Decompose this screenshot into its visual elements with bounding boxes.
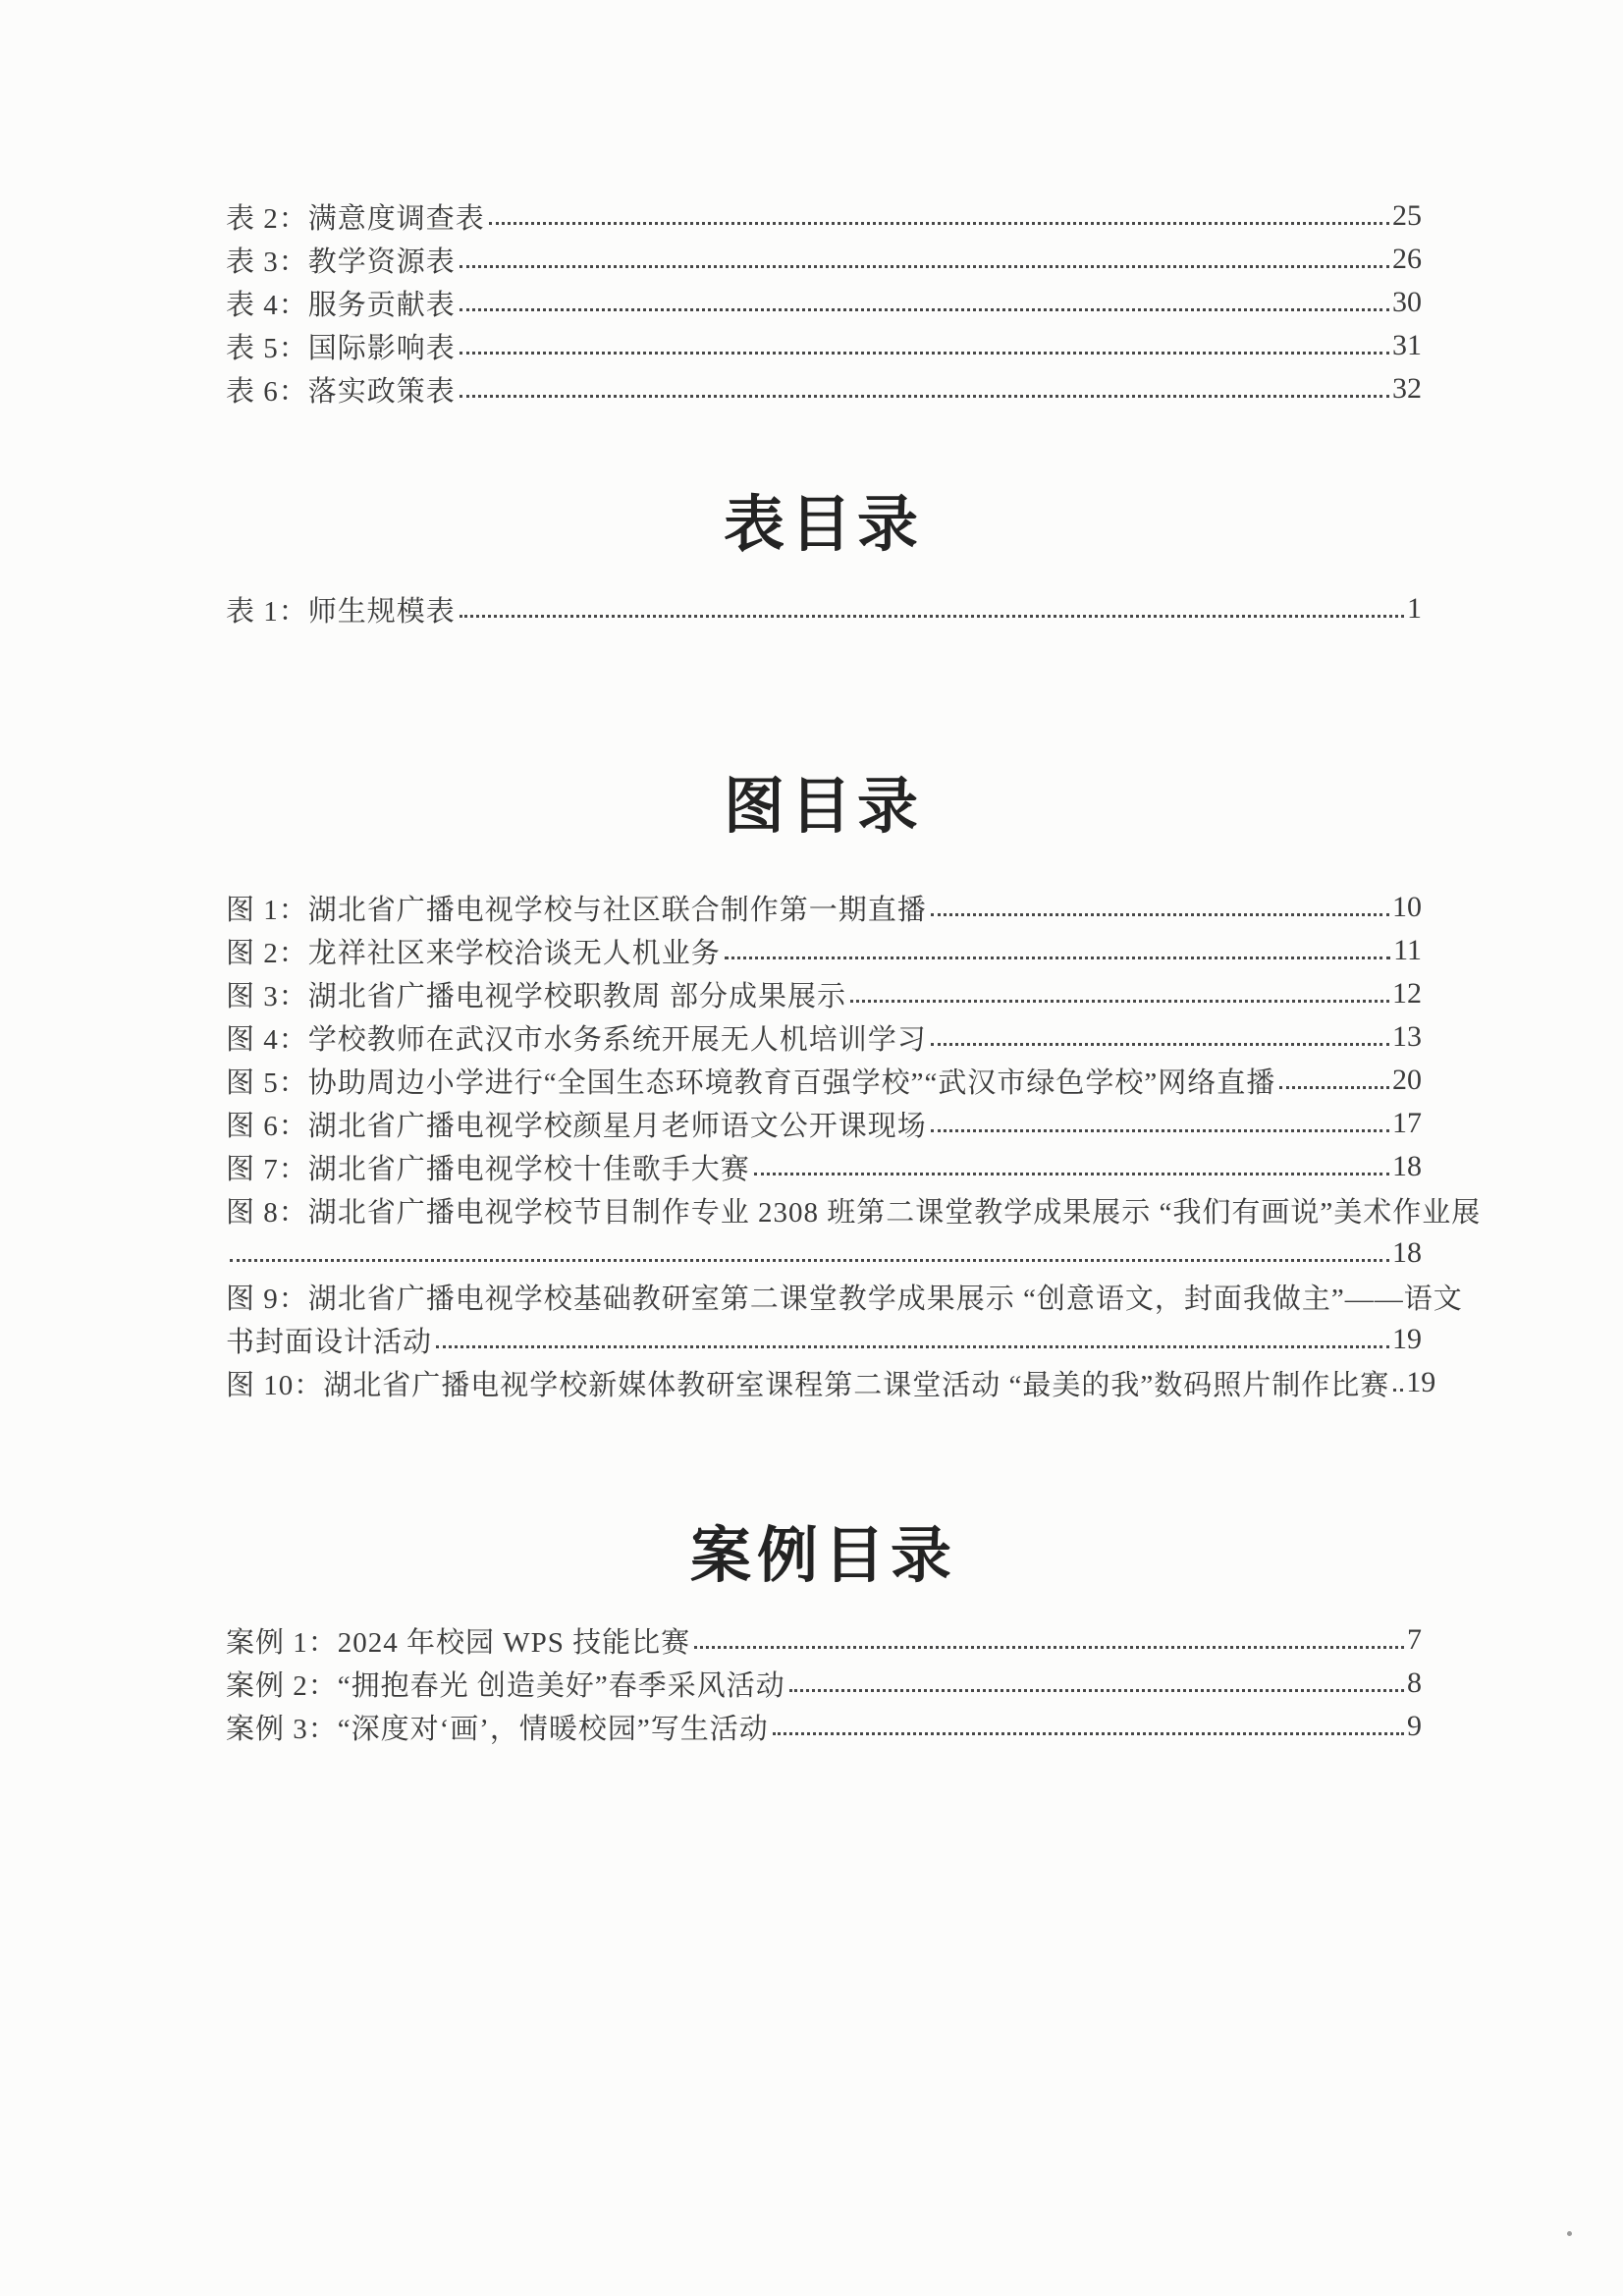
- table-toc-list: [226, 587, 1422, 630]
- dotted-leader: [230, 1259, 1389, 1262]
- table-toc-heading: 表目录: [723, 492, 924, 559]
- toc-page-number: 30: [1392, 286, 1422, 318]
- toc-entry-line: [226, 1275, 1463, 1318]
- dotted-leader: [460, 352, 1389, 355]
- toc-entry-text: 图 1：湖北省广播电视学校与社区联合制作第一期直播: [226, 894, 927, 926]
- toc-entry-line: [226, 972, 1422, 1015]
- dotted-leader: [931, 913, 1389, 916]
- toc-entry-line: [226, 1231, 1422, 1275]
- figure-toc-list: [226, 886, 1482, 1404]
- toc-page-number: 18: [1392, 1150, 1422, 1182]
- toc-page-number: 9: [1407, 1710, 1422, 1742]
- toc-entry-line: [226, 1705, 1422, 1748]
- toc-page-number: 17: [1392, 1107, 1422, 1139]
- case-toc-heading: 案例目录: [689, 1523, 957, 1590]
- toc-entry-text: 图 10：湖北省广播电视学校新媒体教研室课程第二课堂活动 “最美的我”数码照片制作比赛: [226, 1369, 1390, 1401]
- dotted-leader: [773, 1732, 1404, 1735]
- toc-entry-text: 图 9：湖北省广播电视学校基础教研室第二课堂教学成果展示 “创意语文，封面我做主”——语文: [226, 1283, 1463, 1315]
- dotted-leader: [489, 222, 1389, 225]
- dotted-leader: [1279, 1086, 1389, 1089]
- toc-entry-line: [226, 1662, 1422, 1705]
- toc-entry-line: [226, 1145, 1422, 1188]
- dotted-leader: [436, 1345, 1389, 1348]
- toc-page-number: 1: [1407, 592, 1422, 625]
- toc-page-number: 11: [1393, 934, 1422, 966]
- dotted-leader: [931, 1043, 1389, 1046]
- toc-entry-text: 图 3：湖北省广播电视学校职教周 部分成果展示: [226, 980, 847, 1012]
- toc-page-number: 20: [1392, 1064, 1422, 1096]
- toc-entry-text: 书封面设计活动: [226, 1326, 433, 1358]
- toc-entry-line: [226, 1188, 1482, 1231]
- dotted-leader: [1393, 1389, 1403, 1392]
- toc-page-number: 25: [1392, 199, 1422, 232]
- toc-entry-text: 表 6：落实政策表: [226, 375, 456, 408]
- toc-entry-text: 表 1：师生规模表: [226, 595, 456, 628]
- dotted-leader: [460, 395, 1389, 398]
- toc-entry-line: [226, 367, 1422, 410]
- toc-page-number: 8: [1407, 1667, 1422, 1699]
- toc-entry-line: [226, 1361, 1436, 1404]
- toc-entry-text: 表 2：满意度调查表: [226, 202, 485, 235]
- toc-entry-text: 案例 3：“深度对‘画’，情暖校园”写生活动: [226, 1713, 769, 1745]
- toc-entry-text: 案例 2：“拥抱春光 创造美好”春季采风活动: [226, 1669, 785, 1702]
- toc-entry-line: [226, 1015, 1422, 1059]
- toc-entry-text: 图 6：湖北省广播电视学校颜星月老师语文公开课现场: [226, 1110, 927, 1142]
- table-toc-overflow-list: [226, 194, 1422, 410]
- toc-entry-text: 表 5：国际影响表: [226, 332, 456, 364]
- toc-entry-text: 表 3：教学资源表: [226, 246, 456, 278]
- dotted-leader: [850, 1000, 1389, 1003]
- toc-entry-line: [226, 1618, 1422, 1662]
- toc-entry-text: 图 8：湖北省广播电视学校节目制作专业 2308 班第二课堂教学成果展示 “我们有画说”美术作业展: [226, 1196, 1482, 1229]
- toc-page-number: 19: [1406, 1366, 1436, 1398]
- dotted-leader: [460, 615, 1404, 618]
- toc-page-number: 19: [1392, 1323, 1422, 1355]
- toc-entry-line: [226, 281, 1422, 324]
- dotted-leader: [725, 957, 1390, 959]
- toc-page-number: 26: [1392, 243, 1422, 275]
- toc-entry-text: 图 7：湖北省广播电视学校十佳歌手大赛: [226, 1153, 750, 1185]
- toc-entry-line: [226, 324, 1422, 367]
- toc-entry-line: [226, 1318, 1422, 1361]
- figure-toc-heading: 图目录: [723, 774, 924, 841]
- toc-entry-text: 表 4：服务贡献表: [226, 289, 456, 321]
- dotted-leader: [931, 1129, 1389, 1132]
- toc-entry-text: 图 2：龙祥社区来学校洽谈无人机业务: [226, 937, 721, 969]
- dotted-leader: [694, 1646, 1404, 1649]
- toc-entry-text: 图 5：协助周边小学进行“全国生态环境教育百强学校”“武汉市绿色学校”网络直播: [226, 1066, 1276, 1099]
- toc-entry-text: 图 4：学校教师在武汉市水务系统开展无人机培训学习: [226, 1023, 927, 1056]
- toc-entry-line: [226, 194, 1422, 238]
- dotted-leader: [460, 308, 1389, 311]
- toc-entry-line: [226, 238, 1422, 281]
- toc-entry-line: [226, 587, 1422, 630]
- toc-entry-text: 案例 1：2024 年校园 WPS 技能比赛: [226, 1626, 691, 1659]
- toc-page-number: 7: [1407, 1623, 1422, 1656]
- toc-entry-line: [226, 1102, 1422, 1145]
- scan-artifact-dot: [1567, 2231, 1572, 2236]
- toc-entry-line: [226, 929, 1422, 972]
- toc-page-number: 12: [1392, 977, 1422, 1010]
- toc-page-number: 13: [1392, 1020, 1422, 1053]
- toc-page-number: 32: [1392, 372, 1422, 405]
- toc-page-number: 31: [1392, 329, 1422, 361]
- page-content: [226, 0, 1482, 1748]
- toc-page-number: 18: [1392, 1236, 1422, 1269]
- dotted-leader: [754, 1173, 1389, 1175]
- toc-entry-line: [226, 1059, 1422, 1102]
- dotted-leader: [460, 265, 1389, 268]
- toc-page-number: 10: [1392, 891, 1422, 923]
- toc-entry-line: [226, 886, 1422, 929]
- dotted-leader: [789, 1689, 1404, 1692]
- case-toc-list: [226, 1618, 1422, 1748]
